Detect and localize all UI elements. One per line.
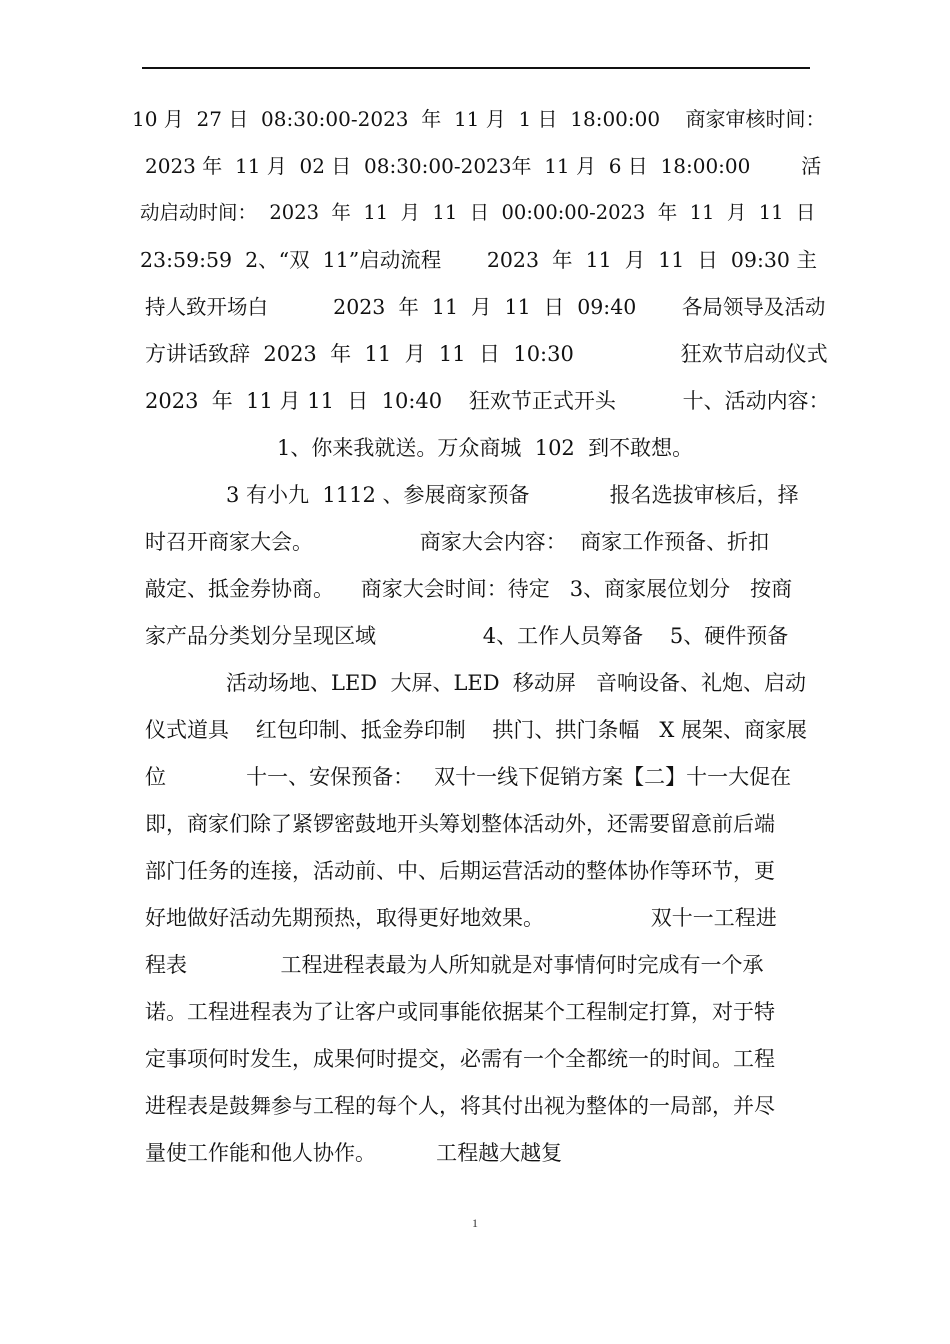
text-line: 2023 年 11 月 11 日 10:40 狂欢节正式开头 十、活动内容： <box>145 389 830 413</box>
header-rule <box>142 67 810 69</box>
text-line: 家产品分类划分呈现区域 4、工作人员筹备 5、硬件预备 <box>145 624 789 648</box>
page-number: 1 <box>472 1216 478 1230</box>
text-line: 程表 工程进程表最为人所知就是对事情何时完成有一个承 <box>145 953 764 977</box>
text-line: 方讲话致辞 2023 年 11 月 11 日 10:30 狂欢节启动仪式 <box>145 342 828 366</box>
text-line: 时召开商家大会。 商家大会内容： 商家工作预备、折扣 <box>145 530 770 554</box>
text-line: 活动场地、LED 大屏、LED 移动屏 音响设备、礼炮、启动 <box>226 671 806 695</box>
text-line: 部门任务的连接，活动前、中、后期运营活动的整体协作等环节，更 <box>145 859 775 883</box>
text-line: 好地做好活动先期预热，取得更好地效果。 双十一工程进 <box>145 906 777 930</box>
text-line: 量使工作能和他人协作。 工程越大越复 <box>145 1141 563 1165</box>
text-line: 23:59:59 2、“双 11”启动流程 2023 年 11 月 11 日 09:30 主 <box>140 248 817 272</box>
text-line: 仪式道具 红包印制、抵金券印制 拱门、拱门条幅 X 展架、商家展 <box>145 718 808 742</box>
text-line: 1、你来我就送。万众商城 102 到不敢想。 <box>277 436 694 460</box>
text-line: 位 十一、安保预备： 双十一线下促销方案【二】十一大促在 <box>145 765 792 789</box>
text-line: 定事项何时发生，成果何时提交，必需有一个全都统一的时间。工程 <box>145 1047 775 1071</box>
text-line: 诺。工程进程表为了让客户或同事能依据某个工程制定打算，对于特 <box>145 1000 775 1024</box>
text-line: 10 月 27 日 08:30:00-2023 年 11 月 1 日 18:00:00 商家审核时间： <box>132 107 826 131</box>
text-line: 2023 年 11 月 02 日 08:30:00-2023年 11 月 6 日 18:00:00 活 <box>145 154 822 178</box>
text-line: 动启动时间： 2023 年 11 月 11 日 00:00:00-2023 年 11 月 11 日 <box>140 201 816 224</box>
text-line: 持人致开场白 2023 年 11 月 11 日 09:40 各局领导及活动 <box>145 295 826 319</box>
text-line: 敲定、抵金券协商。 商家大会时间：待定 3、商家展位划分 按商 <box>145 577 793 601</box>
text-line: 3 有小九 1112 、参展商家预备 报名选拔审核后，择 <box>226 483 799 507</box>
text-line: 即，商家们除了紧锣密鼓地开头筹划整体活动外，还需要留意前后端 <box>145 812 775 836</box>
text-line: 进程表是鼓舞参与工程的每个人，将其付出视为整体的一局部，并尽 <box>145 1094 775 1118</box>
